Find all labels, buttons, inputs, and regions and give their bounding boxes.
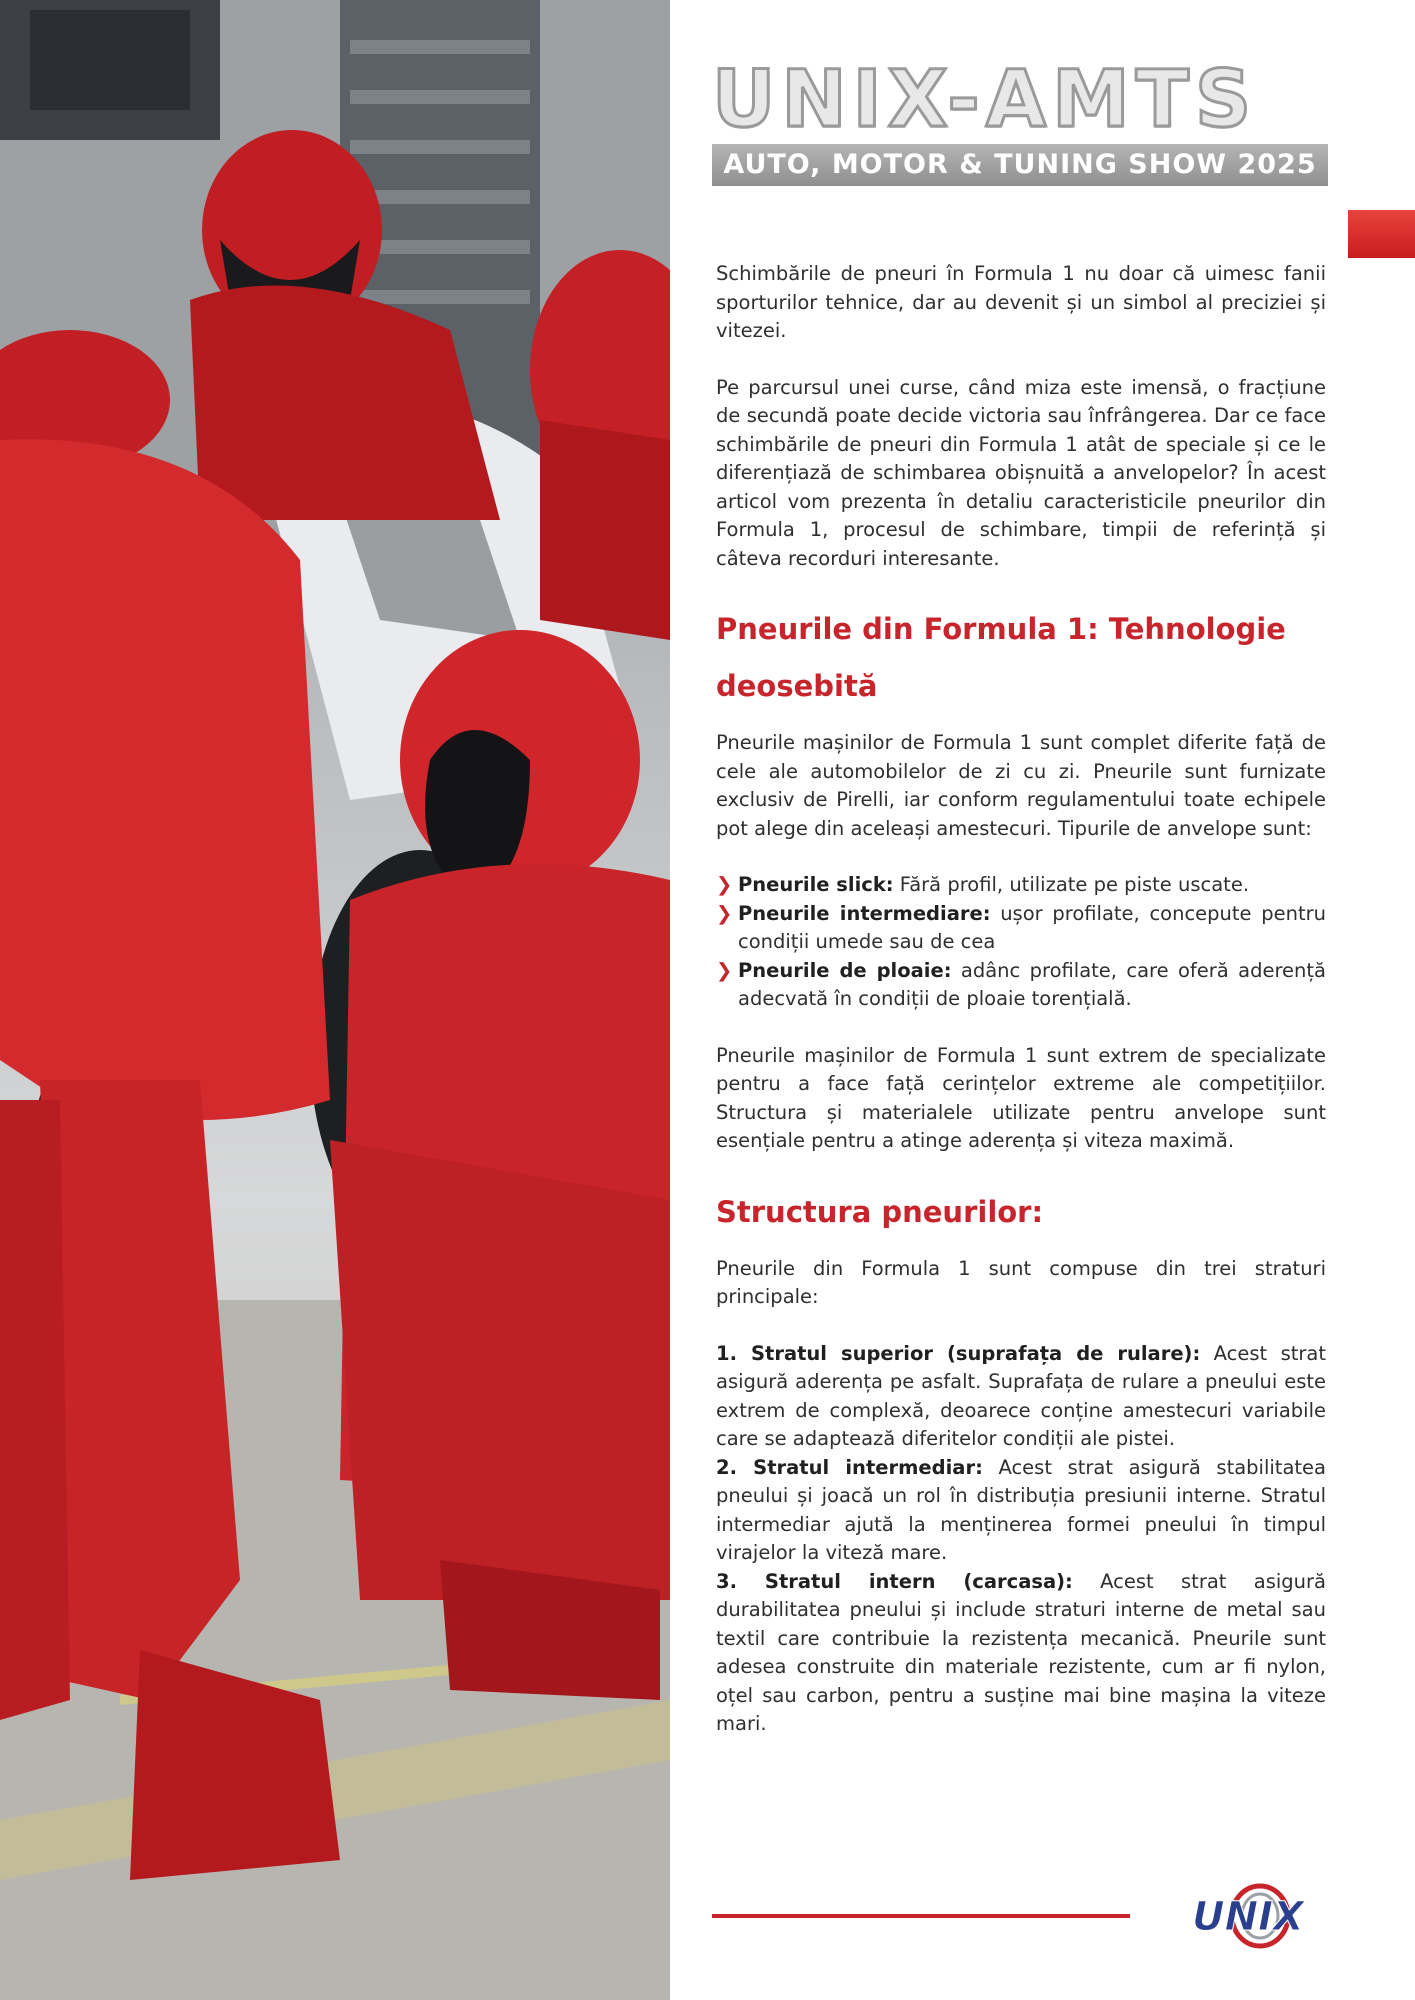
unix-logo [1168,1880,1328,1950]
footer-logo-text: UNIX [1192,1894,1304,1940]
pit-stop-photo [0,0,670,2000]
tyres-paragraph-2: Pneurile mașinilor de Formula 1 sunt extrem de specializate pentru a face față cerințelor extreme ale competițiilor. Structura și materialele utilizate pentru anvelope sunt esențiale pentru a atinge aderența și viteza maximă. [716,1043,1326,1152]
list-item-label: Pneurile de ploaie: [738,958,952,982]
brand-strapline: AUTO, MOTOR & TUNING SHOW 2025 [712,144,1328,186]
list-item [716,1568,1326,1739]
intro-paragraph-1: Schimbările de pneuri în Formula 1 nu doar că uimesc fanii sporturilor tehnice, dar au devenit și un simbol al preciziei și vitezei. [716,262,1326,342]
article-body [716,260,1326,1739]
section-title-structure: Structura pneurilor: [716,1194,1044,1229]
list-item-label: Pneurile intermediare: [738,901,991,925]
list-item [716,1340,1326,1454]
layers-list [716,1340,1326,1739]
pit-crew-illustration [0,0,670,2000]
list-item [716,957,1326,1014]
chevron-right-icon: ❯ [716,901,733,925]
tyres-paragraph: Pneurile mașinilor de Formula 1 sunt complet diferite față de cele ale automobilelor de zi cu zi. Pneurile sunt furnizate exclusiv de Pirelli, iar conform regulamentului toate echipele pot alege din aceleași amestecuri. Tipurile de anvelope sunt: [716,731,1326,840]
list-item-text: ușor profilate, concepute pentru condiții umede sau de cea [738,901,1326,953]
page-edge-tab [1348,210,1415,258]
layer-text: Acest strat asigură durabilitatea pneului și include straturi interne de metal sau textil care contribuie la rezistența mecanică. Pneurile sunt adesea construite din materiale rezistente, cum ar fi nylon, oțel sau carbon, pentru a susține mai bine mașina la viteze mari. [716,1569,1326,1735]
intro-paragraph-2: Pe parcursul unei curse, când miza este imensă, o fracțiune de secundă poate decide victoria sau înfrângerea. Dar ce face schimbările de pneuri din Formula 1 atât de speciale și ce le diferențiază de schimbarea obișnuită a anvelopelor? În acest articol vom prezenta în detaliu caracteristicile pneurilor din Formula 1, procesul de schimbare, timpii de referință și câteva recorduri interesante. [716,375,1326,570]
list-item [716,1454,1326,1568]
layer-label: 2. Stratul intermediar: [716,1455,983,1479]
footer-rule [712,1914,1130,1918]
layer-text: Acest strat asigură aderența pe asfalt. Suprafața de rulare a pneului este extrem de complexă, deoarece conține amestecuri variabile care se adaptează diferitelor condiții ale pistei. [716,1341,1326,1450]
brand-logo-text: UNIX-AMTS [712,64,1258,136]
layer-text: Acest strat asigură stabilitatea pneului și joacă un rol în distribuția presiunii interne. Stratul intermediar ajută la menținerea formei pneului în timpul virajelor la viteză mare. [716,1455,1326,1564]
show-brand [712,64,1328,186]
list-item-text: Fără profil, utilizate pe piste uscate. [893,873,1250,896]
list-item [716,871,1326,900]
structure-intro: Pneurile din Formula 1 sunt compuse din trei straturi principale: [716,1256,1326,1308]
tyre-types-list [716,871,1326,1014]
chevron-right-icon: ❯ [716,873,733,896]
layer-label: 3. Stratul intern (carcasa): [716,1569,1073,1593]
list-item-label: Pneurile slick: [738,873,894,896]
chevron-right-icon: ❯ [716,958,733,982]
section-title-tyres: Pneurile din Formula 1: Tehnologie deosebită [716,612,1286,703]
layer-label: 1. Stratul superior (suprafața de rulare): [716,1341,1201,1365]
list-item-text: adânc profilate, care oferă aderență adecvată în condiții de ploaie torențială. [738,958,1326,1010]
list-item [716,900,1326,957]
